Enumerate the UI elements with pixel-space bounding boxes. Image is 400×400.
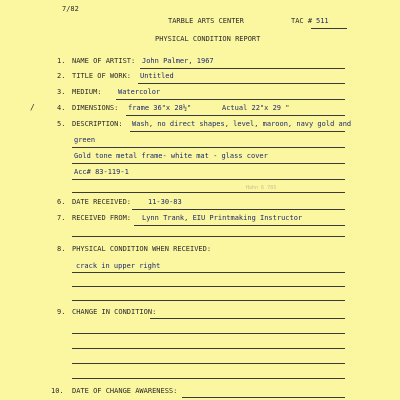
awareness-line	[182, 397, 345, 398]
description-rule	[72, 147, 345, 148]
description-rule	[72, 163, 345, 164]
change-line	[150, 318, 345, 319]
item-number: 5.	[57, 120, 66, 128]
change-line	[72, 378, 345, 379]
condition-line	[72, 286, 345, 287]
item-number: 6.	[57, 198, 66, 206]
date-received-value: 11-30-83	[148, 198, 182, 206]
artist-label: NAME OF ARTIST:	[72, 57, 136, 65]
received-from-label: RECEIVED FROM:	[72, 214, 132, 222]
item-number: 10.	[51, 387, 64, 395]
date-received-label: DATE RECEIVED:	[72, 198, 132, 206]
description-line-3: Gold tone metal frame- white mat - glass cover	[74, 152, 268, 160]
report-title: PHYSICAL CONDITION REPORT	[155, 35, 261, 43]
title-label: TITLE OF WORK:	[72, 72, 132, 80]
description-rule	[72, 179, 345, 180]
condition-received-label: PHYSICAL CONDITION WHEN RECEIVED:	[72, 245, 212, 253]
dimensions-frame: frame 36"x 28½"	[128, 104, 192, 112]
item-number: 4.	[57, 104, 66, 112]
awareness-label: DATE OF CHANGE AWARENESS:	[72, 387, 178, 395]
dimensions-actual: Actual 22"x 29 "	[222, 104, 290, 112]
received-from-value: Lynn Trank, EIU Printmaking Instructor	[142, 214, 303, 222]
tac-label: TAC #	[291, 17, 313, 25]
date-code: 7/82	[62, 5, 79, 13]
item-number: 7.	[57, 214, 66, 222]
artist-value: John Palmer, 1967	[142, 57, 214, 65]
change-line	[72, 333, 345, 334]
dimensions-label: DIMENSIONS:	[72, 104, 119, 112]
title-value: Untitled	[140, 72, 174, 80]
medium-value: Watercolor	[118, 88, 161, 96]
title-line	[138, 83, 345, 84]
artist-line	[140, 68, 345, 69]
description-line-2: green	[74, 136, 96, 144]
change-label: CHANGE IN CONDITION:	[72, 308, 157, 316]
item-number: 2.	[57, 72, 66, 80]
org-name: TARBLE ARTS CENTER	[168, 17, 244, 25]
description-line-4: Acc# 83-119-1	[74, 168, 129, 176]
dimensions-line	[126, 115, 345, 116]
item-number: 8.	[57, 245, 66, 253]
faint-stamp: Hahn 6 783	[246, 185, 277, 191]
condition-line	[72, 272, 345, 273]
received-from-line-2	[72, 236, 345, 237]
condition-line	[72, 300, 345, 301]
tac-number-line	[311, 28, 347, 29]
item-number: 9.	[57, 308, 66, 316]
tac-number: 511	[316, 17, 329, 25]
description-label: DESCRIPTION:	[72, 120, 123, 128]
medium-line	[116, 99, 345, 100]
item-number: 1.	[57, 57, 66, 65]
item-number: 3.	[57, 88, 66, 96]
description-rule	[130, 131, 345, 132]
description-line-1: Wash, no direct shapes, level, maroon, navy gold and	[132, 120, 352, 128]
received-from-line	[134, 225, 345, 226]
change-line	[72, 348, 345, 349]
description-rule	[72, 192, 345, 193]
medium-label: MEDIUM:	[72, 88, 102, 96]
margin-mark: /	[30, 103, 35, 112]
condition-received-value: crack in upper right	[76, 262, 161, 270]
date-received-line	[132, 209, 345, 210]
change-line	[72, 363, 345, 364]
